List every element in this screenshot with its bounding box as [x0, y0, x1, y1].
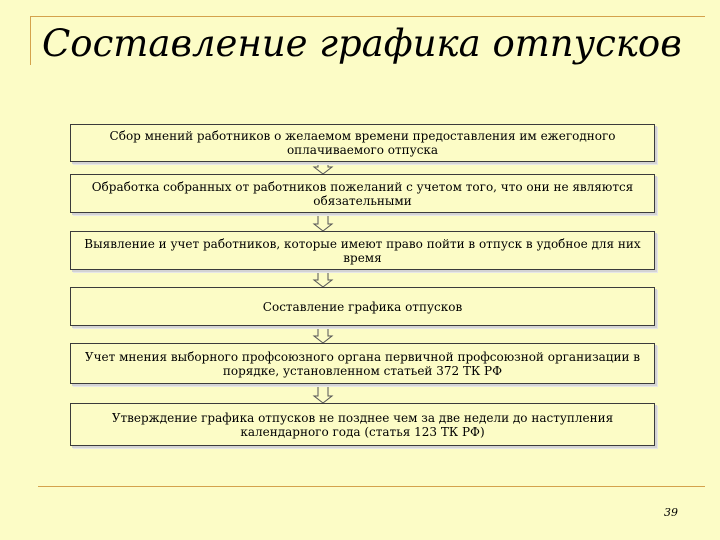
step-union-opinion — [70, 343, 655, 384]
frame-bottom-line — [38, 486, 705, 487]
down-arrow-icon — [314, 384, 332, 403]
step-label: Учет мнения выборного профсоюзного органа первичной профсоюзной организации в порядке, установленном статьей 372 ТК РФ — [84, 349, 641, 378]
page-number: 39 — [664, 506, 678, 519]
step-approve-schedule — [70, 403, 655, 446]
down-arrow-icon — [314, 213, 332, 231]
slide-title: Составление графика отпусков — [42, 22, 682, 65]
step-identify-priority-employees — [70, 231, 655, 270]
step-label: Обработка собранных от работников пожеланий с учетом того, что они не являются обязательными — [91, 179, 634, 208]
down-arrow-icon — [314, 270, 332, 287]
step-draft-schedule — [70, 287, 655, 326]
step-label: Выявление и учет работников, которые имеют право пойти в отпуск в удобное для них время — [84, 236, 641, 265]
step-label: Составление графика отпусков — [262, 299, 463, 314]
step-label: Сбор мнений работников о желаемом времени предоставления им ежегодного оплачиваемого отпуска — [109, 129, 616, 157]
step-process-wishes — [70, 174, 655, 213]
down-arrow-icon — [314, 162, 332, 174]
frame-left-line — [30, 16, 31, 65]
step-label: Утверждение графика отпусков не позднее чем за две недели до наступления календарного года (статья 123 ТК РФ) — [111, 410, 614, 439]
step-collect-opinions — [70, 124, 655, 162]
down-arrow-icon — [314, 326, 332, 343]
frame-top-line — [30, 16, 705, 17]
